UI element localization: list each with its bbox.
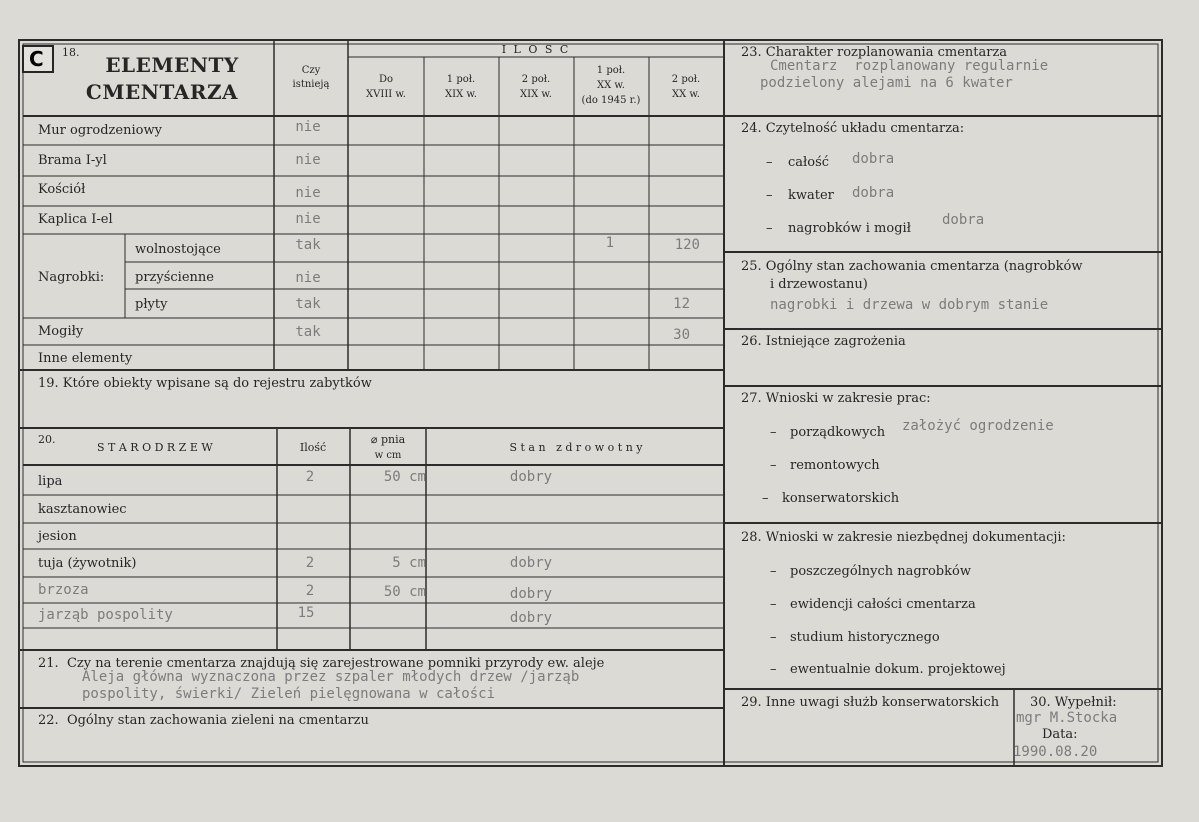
col-2-line1: 1 poł.	[446, 74, 476, 85]
s23-question: 23. Charakter rozplanowania cmentarza	[741, 45, 1008, 60]
s27-item-label: remontowych	[790, 458, 880, 473]
col-4-line2: XX w.	[597, 80, 625, 91]
tree-diameter: 50 cm	[383, 584, 426, 600]
s28-question: 28. Wnioski w zakresie niezbędnej dokumentacji:	[741, 530, 1066, 545]
row-label: Kościół	[38, 182, 86, 197]
tree-diameter: 5 cm	[392, 555, 426, 571]
tree-name: jarząb pospolity	[38, 607, 173, 623]
ilosc-header: I L O S C	[501, 43, 571, 56]
s28-item: poszczególnych nagrobków	[790, 564, 971, 579]
s28-item: ewentualnie dokum. projektowej	[790, 662, 1006, 677]
list-dash: –	[762, 491, 769, 506]
row-exists: tak	[295, 237, 321, 253]
s24-item-label: całość	[788, 155, 830, 170]
row-value-col5: 30	[673, 327, 690, 343]
row-value-col5: 120	[674, 237, 700, 253]
row-label: Inne elementy	[38, 351, 133, 366]
s28-item: ewidencji całości cmentarza	[790, 597, 976, 612]
list-dash: –	[770, 662, 777, 677]
list-dash: –	[766, 221, 773, 236]
list-dash: –	[770, 425, 777, 440]
row-label: płyty	[135, 297, 168, 312]
s25-question-line2: i drzewostanu)	[770, 277, 868, 292]
exists-header-line2: istnieją	[292, 79, 330, 90]
tree-name: brzoza	[38, 582, 89, 598]
card-letter-box	[22, 45, 54, 73]
s24-item-label: nagrobków i mogił	[788, 221, 911, 236]
tree-count: 2	[305, 583, 315, 599]
s24-item-value: dobra	[852, 185, 895, 201]
col-4-line3: (do 1945 r.)	[581, 95, 641, 106]
row-exists: tak	[295, 296, 321, 312]
s21-answer-line2: pospolity, świerki/ Zieleń pielęgnowana w całości	[82, 686, 496, 702]
tree-name: tuja (żywotnik)	[38, 556, 137, 571]
exists-header-line1: Czy	[301, 65, 321, 76]
s20-health-header: S t a n z d r o w o t n y	[509, 441, 643, 454]
col-2-line2: XIX w.	[445, 89, 477, 100]
tree-count: 15	[297, 605, 315, 621]
list-dash: –	[770, 564, 777, 579]
s25-answer: nagrobki i drzewa w dobrym stanie	[770, 297, 1049, 313]
s20-diam-header-2: w cm	[374, 450, 402, 461]
row-label: Mogiły	[38, 324, 84, 339]
s23-answer-line2: podzielony alejami na 6 kwater	[760, 75, 1013, 91]
s18-number: 18.	[62, 46, 80, 59]
s22-question: 22. Ogólny stan zachowania zieleni na cmentarzu	[38, 713, 369, 728]
tree-count: 2	[305, 469, 315, 485]
s30-question: 30. Wypełnił:	[1030, 695, 1117, 710]
tree-name: jesion	[38, 529, 77, 544]
col-1-line2: XVIII w.	[366, 89, 406, 100]
row-value-col4: 1	[605, 235, 614, 251]
list-dash: –	[766, 188, 773, 203]
s25-question-line1: 25. Ogólny stan zachowania cmentarza (nagrobków	[741, 259, 1083, 274]
tree-diameter: 50 cm	[383, 469, 426, 485]
s27-question: 27. Wnioski w zakresie prac:	[741, 391, 931, 406]
s24-item-label: kwater	[788, 188, 834, 203]
nagrobki-label: Nagrobki:	[38, 270, 105, 285]
s30-date-label: Data:	[1042, 727, 1078, 742]
row-exists: nie	[295, 152, 321, 168]
tree-health: dobry	[509, 469, 553, 485]
s23-answer-line1: Cmentarz rozplanowany regularnie	[770, 58, 1049, 74]
card-letter: C	[29, 47, 44, 71]
s21-answer-line1: Aleja główna wyznaczona przez szpaler młodych drzew /jarząb	[82, 669, 580, 685]
row-label: Brama I-yl	[38, 153, 107, 168]
s18-title-line1: ELEMENTY	[105, 53, 239, 77]
row-exists: tak	[295, 324, 321, 340]
row-exists: nie	[295, 185, 321, 201]
s20-count-header: Ilość	[299, 441, 327, 454]
col-1-line1: Do	[378, 74, 394, 85]
s30-date: 1990.08.20	[1013, 744, 1098, 760]
tree-name: kasztanowiec	[38, 502, 127, 517]
s24-item-value: dobra	[852, 151, 895, 167]
row-label: wolnostojące	[135, 242, 221, 257]
list-dash: –	[770, 630, 777, 645]
tree-health: dobry	[509, 555, 553, 571]
row-label: Mur ogrodzeniowy	[38, 123, 162, 138]
s20-number: 20.	[38, 433, 56, 446]
col-3-line1: 2 poł.	[521, 74, 551, 85]
s28-item: studium historycznego	[790, 630, 940, 645]
row-label: przyścienne	[135, 270, 214, 285]
s18-title-line2: CMENTARZA	[85, 80, 239, 104]
row-label: Kaplica I-el	[38, 212, 113, 227]
row-exists: nie	[295, 119, 321, 135]
row-value-col5: 12	[673, 296, 690, 312]
tree-name: lipa	[38, 474, 63, 489]
tree-count: 2	[305, 555, 315, 571]
list-dash: –	[770, 597, 777, 612]
col-3-line2: XIX w.	[520, 89, 552, 100]
s26-question: 26. Istniejące zagrożenia	[741, 334, 906, 349]
tree-health: dobry	[509, 610, 553, 626]
list-dash: –	[766, 155, 773, 170]
list-dash: –	[770, 458, 777, 473]
tree-health: dobry	[509, 586, 553, 602]
row-exists: nie	[295, 211, 321, 227]
col-5-line1: 2 poł.	[671, 74, 701, 85]
s29-question: 29. Inne uwagi służb konserwatorskich	[741, 695, 1000, 710]
s24-item-value: dobra	[942, 212, 985, 228]
row-exists: nie	[295, 270, 321, 286]
col-4-line1: 1 poł.	[596, 65, 626, 76]
col-5-line2: XX w.	[672, 89, 700, 100]
s20-title: S T A R O D R Z E W	[97, 441, 213, 454]
s27-item-label: porządkowych	[790, 425, 886, 440]
s30-name: mgr M.Stocka	[1016, 710, 1118, 726]
s27-item-value: założyć ogrodzenie	[902, 418, 1054, 434]
s24-question: 24. Czytelność układu cmentarza:	[741, 121, 965, 136]
s21-question: 21. Czy na terenie cmentarza znajdują się zarejestrowane pomniki przyrody ew. aleje	[38, 656, 605, 671]
s27-item-label: konserwatorskich	[782, 491, 900, 506]
s19-question: 19. Które obiekty wpisane są do rejestru zabytków	[38, 376, 372, 391]
s20-diam-header-1: ⌀ pnia	[370, 433, 406, 446]
